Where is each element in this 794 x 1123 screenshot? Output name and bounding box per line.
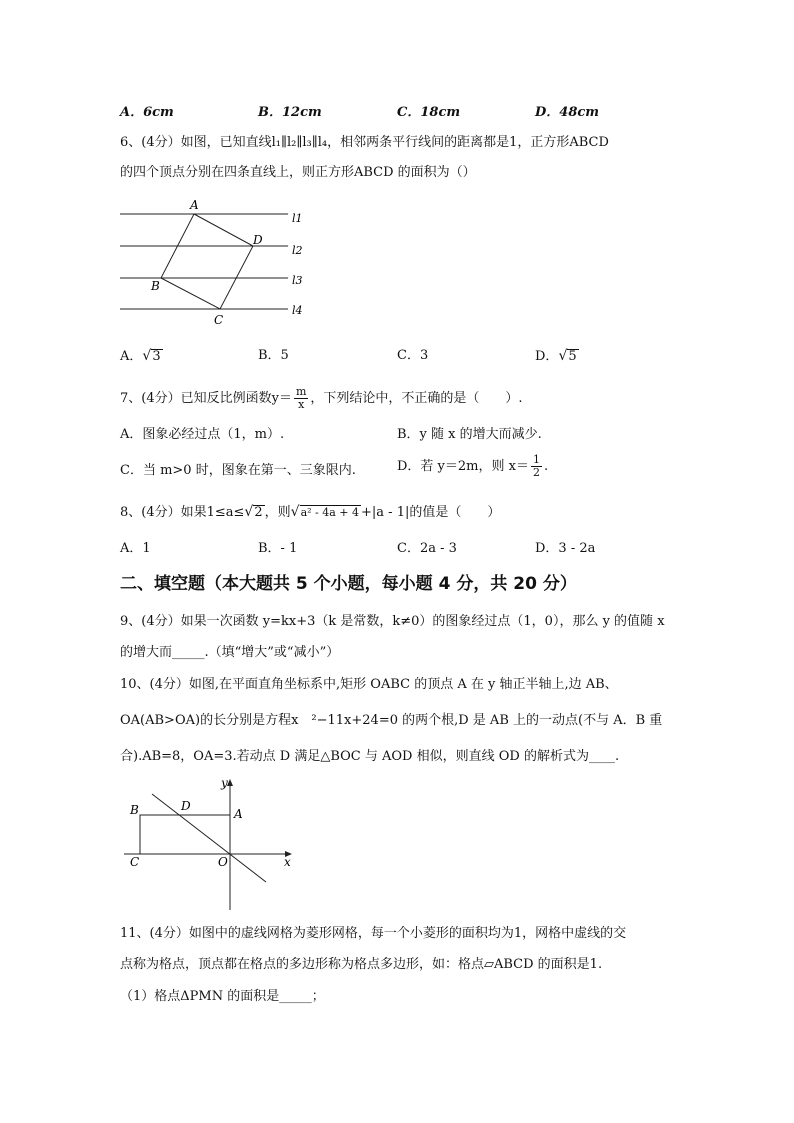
q7-fraction-denominator: x [298,398,305,411]
sqrt-symbol-icon: √ [558,348,568,364]
label-d: D [181,799,191,813]
label-x: x [284,855,291,869]
q8-radicand-1: 2 [254,505,263,520]
y-axis-arrow-icon [227,779,233,786]
label-l4: l4 [292,304,303,317]
label-c: C [214,313,224,326]
q7-option-c: C．当 m>0 时，图象在第一、三象限内. [120,463,356,478]
q6-option-c: C．3 [397,348,429,363]
label-l2: l2 [292,244,303,257]
q5-option-a: A．6cm [120,105,174,120]
q7-option-d-fraction [531,454,542,479]
label-o: O [218,855,228,869]
q7-option-d-prefix: D．若 y＝2m，则 x＝ [397,459,529,474]
q8-stem-mid: ，则 [264,505,291,520]
q6-stem-line2: 的四个顶点分别在四条直线上，则正方形ABCD 的面积为（） [120,165,476,180]
q7-option-a: A．图象必经过点（1，m）. [120,427,285,442]
q10-stem-line1: 10、(4分）如图,在平面直角坐标系中,矩形 OABC 的顶点 A 在 y 轴正半轴上,边 AB、 [120,677,618,692]
sqrt-symbol-icon: √ [142,348,152,364]
rectangle-oabc [140,815,230,854]
q9-stem-line1: 9、(4分）如果一次函数 y=kx+3（k 是常数，k≠0）的图象经过点（1，0），那么 y 的值随 x [120,614,665,629]
q11-part1: （1）格点ΔPMN 的面积是_____； [120,989,325,1004]
q7-stem [120,385,523,413]
q8-stem-suffix: +|a - 1|的值是（ ） [361,505,501,520]
q8-stem [120,503,500,522]
q5-option-c: C．18cm [397,105,461,120]
q7-option-d [397,452,548,482]
q7-stem-suffix: ，下列结论中，不正确的是（ ）. [310,391,523,406]
q9-stem-line2: 的增大而_____.（填“增大”或“减小”） [120,645,340,660]
q11-stem-line2: 点称为格点，顶点都在格点的多边形称为格点多边形，如：格点▱ABCD 的面积是1. [120,957,603,972]
label-d: D [253,233,263,247]
q6-option-a [120,347,163,366]
q6-option-b: B．5 [258,348,289,363]
label-a: A [234,807,243,821]
q7-option-d-denominator: 2 [532,466,540,479]
q6-option-d-radicand: 5 [568,349,577,364]
q6-option-d-prefix: D． [535,349,559,364]
line-od [152,794,266,882]
q11-stem-line1: 11、(4分）如图中的虚线网格为菱形网格，每一个小菱形的面积均为1，网格中虚线的交 [120,926,627,941]
q7-option-d-suffix: . [543,459,549,474]
q6-option-a-radicand: 3 [152,349,161,364]
q8-radicand-2: a² - 4a + 4 [300,506,360,519]
section-heading-fill-in: 二、填空题（本大题共 5 个小题，每小题 4 分，共 20 分） [120,574,577,594]
label-b: B [151,279,160,293]
q7-fraction [294,386,308,411]
q6-option-d [535,347,579,366]
label-l3: l3 [292,274,303,287]
q10-stem-line3: 合).AB=8，OA=3.若动点 D 满足△BOC 与 AOD 相似，则直线 OD 的解析式为____. [120,749,620,764]
label-b: B [130,803,139,817]
q10-coordinate-figure [118,774,298,914]
label-y: y [221,776,228,790]
label-c: C [130,855,140,869]
q6-option-a-prefix: A． [120,349,143,364]
label-l1: l1 [292,212,303,225]
q7-stem-prefix: 7、(4分）已知反比例函数y＝ [120,391,292,406]
square-abcd [161,214,253,309]
q6-parallel-lines-figure [118,194,318,326]
sqrt-symbol-icon: √ [290,504,300,520]
q8-option-b: B．- 1 [258,541,298,556]
label-a: A [190,198,199,212]
q7-option-d-numerator: 1 [532,453,540,466]
q7-option-b: B．y 随 x 的增大而减少. [397,427,542,442]
q8-option-a: A．1 [120,541,151,556]
sqrt-symbol-icon: √ [244,504,254,520]
q7-fraction-numerator: m [295,385,307,398]
q5-option-d: D．48cm [535,105,600,120]
q8-stem-prefix: 8、(4分）如果1≤a≤ [120,505,245,520]
q8-option-c: C．2a - 3 [397,541,457,556]
q10-stem-line2: OA(AB>OA)的长分别是方程x ²−11x+24=0 的两个根,D 是 AB 上的一动点(不与 A．B 重 [120,713,663,728]
q5-option-b: B．12cm [258,105,322,120]
q6-stem-line1: 6、(4分）如图，已知直线l₁∥l₂∥l₃∥l₄，相邻两条平行线间的距离都是1，正方形ABCD [120,135,609,150]
q8-option-d: D．3 - 2a [535,541,596,556]
